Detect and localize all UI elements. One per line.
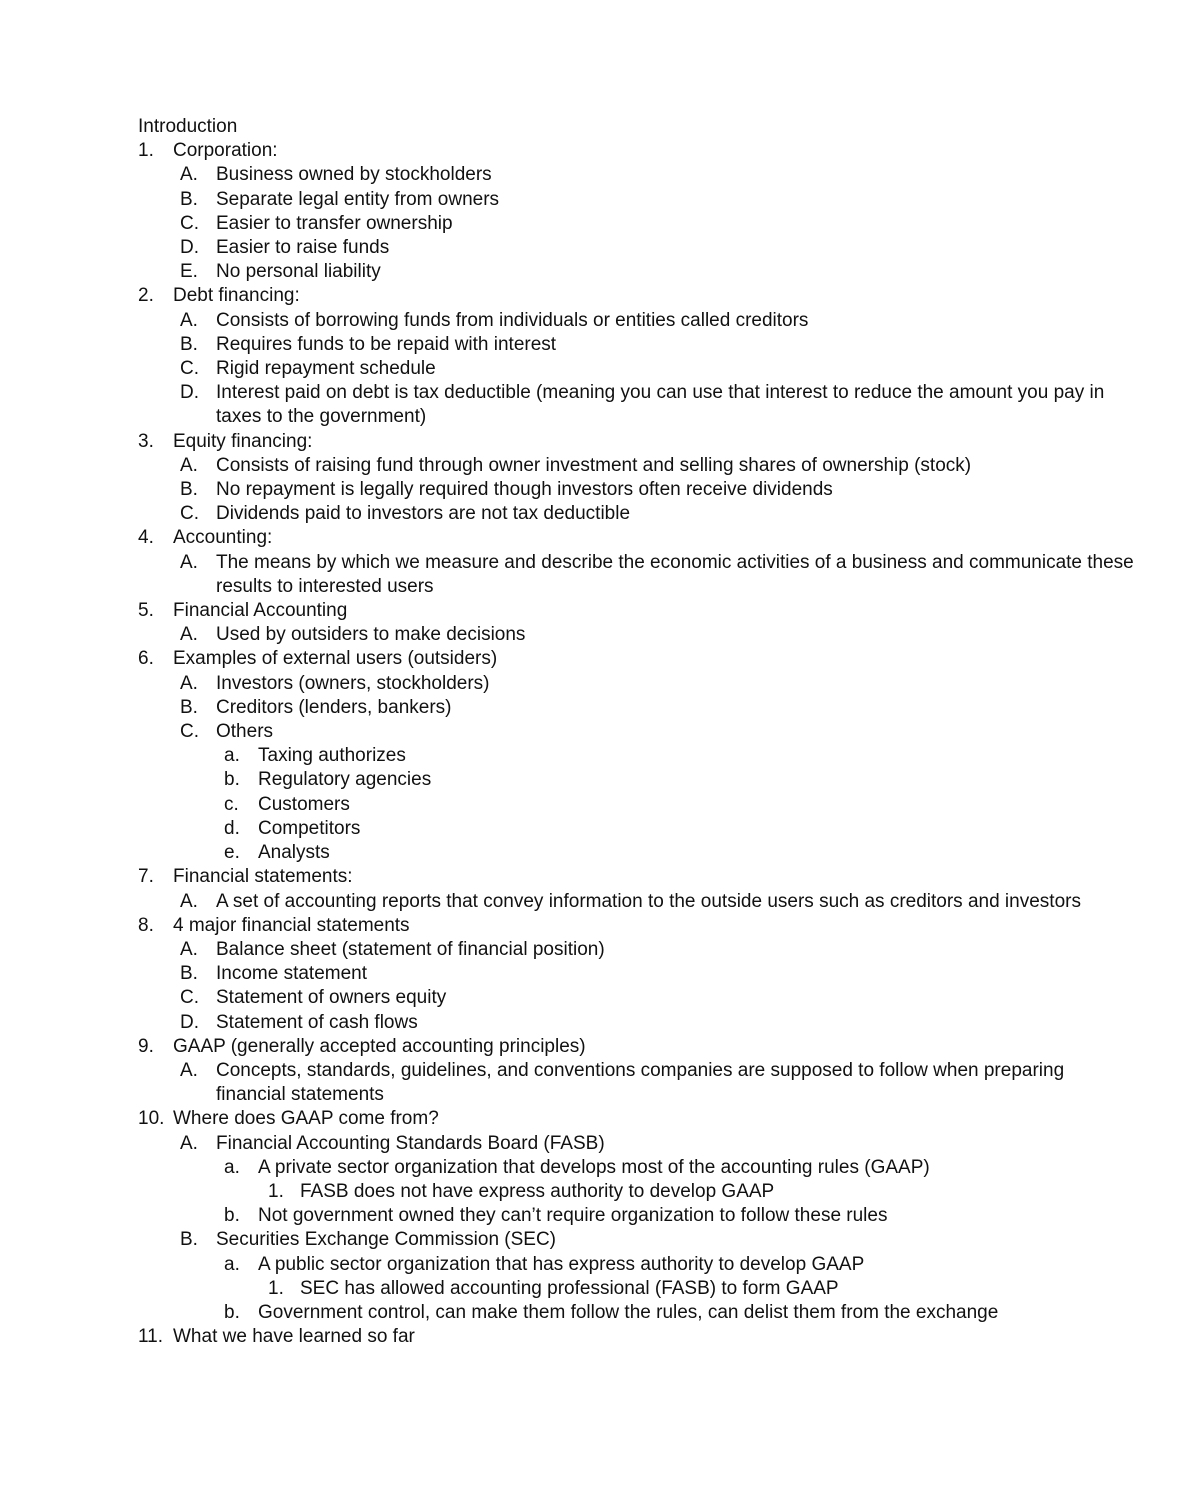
outline-item-text: GAAP (generally accepted accounting principles) — [173, 1035, 586, 1057]
outline-item-text: The means by which we measure and describe the economic activities of a business and communicate these results to interested users — [216, 551, 1134, 597]
outline-item-marker: D. — [180, 237, 199, 259]
outline-item — [138, 357, 1138, 381]
outline-item-text: Easier to raise funds — [216, 237, 390, 259]
outline-item-text: Used by outsiders to make decisions — [216, 624, 526, 646]
outline-item — [138, 938, 1138, 962]
outline-item-marker: 10. — [138, 1108, 165, 1130]
outline-item — [138, 236, 1138, 260]
outline-item-text: Competitors — [258, 817, 361, 839]
outline-item-marker: C. — [180, 987, 199, 1009]
outline-item — [138, 1156, 1138, 1180]
outline-item-text: No personal liability — [216, 261, 381, 283]
outline-item-marker: 7. — [138, 866, 154, 888]
outline-item-text: Rigid repayment schedule — [216, 358, 436, 380]
outline-item-marker: B. — [180, 963, 198, 985]
outline-item-marker: A. — [180, 309, 198, 331]
outline-item-text: Financial Accounting — [173, 600, 348, 622]
outline-item-text: Concepts, standards, guidelines, and conventions companies are supposed to follow when preparing financial statements — [216, 1059, 1065, 1106]
outline-item — [138, 430, 1138, 454]
outline-item — [138, 865, 1138, 889]
outline-item-marker: 1. — [268, 1277, 284, 1299]
outline-item-text: A private sector organization that develops most of the accounting rules (GAAP) — [258, 1156, 930, 1178]
outline-item-marker: D. — [180, 1011, 199, 1033]
outline-item-marker: A. — [180, 1059, 198, 1081]
outline-item — [138, 381, 1138, 429]
outline-item-text: FASB does not have express authority to develop GAAP — [300, 1180, 775, 1202]
outline-item-marker: 5. — [138, 600, 154, 622]
outline-item-text: Government control, can make them follow the rules, can delist them from the exchange — [258, 1301, 999, 1323]
outline-item-marker: A. — [180, 938, 198, 960]
outline-item-marker: c. — [224, 793, 239, 815]
outline-item-text: Financial Accounting Standards Board (FASB) — [216, 1132, 605, 1154]
outline-item — [138, 793, 1138, 817]
outline-item — [138, 1204, 1138, 1228]
outline-item — [138, 962, 1138, 986]
outline-item-marker: C. — [180, 503, 199, 525]
outline-item-text: Regulatory agencies — [258, 769, 432, 791]
outline-item — [138, 1253, 1138, 1277]
outline-item-text: Income statement — [216, 963, 368, 985]
outline-item — [138, 647, 1138, 671]
outline-item-marker: e. — [224, 842, 240, 864]
outline-item-text: Requires funds to be repaid with interest — [216, 333, 557, 355]
outline-item-text: SEC has allowed accounting professional (FASB) to form GAAP — [300, 1277, 839, 1299]
outline-item-marker: B. — [180, 188, 198, 210]
outline-item-marker: a. — [224, 745, 240, 767]
outline-item — [138, 720, 1138, 744]
outline-item-text: Dividends paid to investors are not tax deductible — [216, 503, 631, 525]
outline-item-marker: 9. — [138, 1035, 154, 1057]
outline-item-marker: A. — [180, 624, 198, 646]
outline-item-marker: E. — [180, 261, 198, 283]
outline-item — [138, 672, 1138, 696]
outline-item — [138, 744, 1138, 768]
outline-item-text: Where does GAAP come from? — [173, 1108, 439, 1130]
outline-item-marker: a. — [224, 1156, 240, 1178]
outline-item-marker: C. — [180, 358, 199, 380]
outline-item — [138, 1277, 1138, 1301]
outline-item — [138, 454, 1138, 478]
outline-item-text: Consists of raising fund through owner investment and selling shares of ownership (stock) — [216, 454, 972, 476]
outline-item-text: Taxing authorizes — [258, 745, 406, 767]
outline-item — [138, 1325, 1138, 1349]
outline-item-marker: B. — [180, 696, 198, 718]
outline-item-text: Creditors (lenders, bankers) — [216, 696, 452, 718]
outline-item-marker: B. — [180, 1229, 198, 1251]
outline-item — [138, 623, 1138, 647]
outline-item — [138, 163, 1138, 187]
outline-item — [138, 502, 1138, 526]
outline-item — [138, 986, 1138, 1010]
outline-item-text: Statement of owners equity — [216, 987, 447, 1009]
outline-item-text: Balance sheet (statement of financial position) — [216, 938, 605, 960]
outline-item-text: No repayment is legally required though investors often receive dividends — [216, 479, 833, 501]
outline-item — [138, 1132, 1138, 1156]
outline-item-text: Others — [216, 721, 274, 743]
outline-item — [138, 284, 1138, 308]
outline-item-text: Business owned by stockholders — [216, 164, 492, 186]
outline-item — [138, 1107, 1138, 1131]
outline-item-text: Easier to transfer ownership — [216, 212, 453, 234]
outline-item — [138, 333, 1138, 357]
outline-item-marker: a. — [224, 1253, 240, 1275]
outline-item-marker: 4. — [138, 527, 154, 549]
outline-item-text: What we have learned so far — [173, 1326, 415, 1348]
outline-item-text: Examples of external users (outsiders) — [173, 648, 498, 670]
outline-item-text: Corporation: — [173, 140, 278, 162]
outline-item — [138, 212, 1138, 236]
outline-item-marker: C. — [180, 721, 199, 743]
outline-item-text: Customers — [258, 793, 350, 815]
outline-item-marker: C. — [180, 212, 199, 234]
outline-item-marker: 1. — [268, 1180, 284, 1202]
outline-item-marker: d. — [224, 817, 240, 839]
outline-item-marker: A. — [180, 551, 198, 573]
outline-item — [138, 1301, 1138, 1325]
outline-item-text: Equity financing: — [173, 430, 313, 452]
outline-item-marker: A. — [180, 164, 198, 186]
outline-item — [138, 139, 1138, 163]
outline-item — [138, 1228, 1138, 1252]
outline-item-text: Investors (owners, stockholders) — [216, 672, 490, 694]
outline-item-marker: b. — [224, 1301, 240, 1323]
outline-item-marker: 8. — [138, 914, 154, 936]
outline-item-text: Debt financing: — [173, 285, 300, 307]
outline-item-text: Consists of borrowing funds from individuals or entities called creditors — [216, 309, 809, 331]
outline-item — [138, 599, 1138, 623]
outline-item — [138, 526, 1138, 550]
outline-item-marker: b. — [224, 769, 240, 791]
outline-item-marker: 11. — [138, 1326, 164, 1348]
document-body — [138, 115, 1138, 1349]
outline-item-marker: b. — [224, 1205, 240, 1227]
outline-item-marker: A. — [180, 454, 198, 476]
outline-item-marker: D. — [180, 382, 199, 404]
outline-item — [138, 841, 1138, 865]
outline-item-text: A public sector organization that has express authority to develop GAAP — [258, 1253, 865, 1275]
outline-item — [138, 1180, 1138, 1204]
outline-item-marker: B. — [180, 479, 198, 501]
outline-item-text: Interest paid on debt is tax deductible (meaning you can use that interest to reduce the amount you pay in taxes to the government) — [216, 382, 1105, 428]
outline-item — [138, 478, 1138, 502]
outline-item-text: 4 major financial statements — [173, 914, 410, 936]
outline-item — [138, 309, 1138, 333]
outline-item — [138, 914, 1138, 938]
outline-item-text: Accounting: — [173, 527, 273, 549]
outline-item-marker: 1. — [138, 140, 154, 162]
outline-item-text: A set of accounting reports that convey information to the outside users such as creditors and investors — [216, 890, 1081, 912]
outline-item-marker: B. — [180, 333, 198, 355]
outline-item-marker: A. — [180, 672, 198, 694]
outline-item-text: Securities Exchange Commission (SEC) — [216, 1229, 557, 1251]
outline-item-marker: 6. — [138, 648, 154, 670]
outline-item-marker: 3. — [138, 430, 154, 452]
outline-item-marker: 2. — [138, 285, 154, 307]
outline-item — [138, 817, 1138, 841]
outline-list — [138, 139, 1138, 1349]
outline-item-text: Not government owned they can’t require organization to follow these rules — [258, 1205, 888, 1227]
outline-item — [138, 890, 1138, 914]
outline-item-text: Separate legal entity from owners — [216, 188, 500, 210]
outline-item — [138, 1011, 1138, 1035]
outline-item-text: Statement of cash flows — [216, 1011, 418, 1033]
outline-item-text: Financial statements: — [173, 866, 353, 888]
outline-item — [138, 1035, 1138, 1059]
outline-item — [138, 696, 1138, 720]
outline-item — [138, 188, 1138, 212]
outline-item-marker: A. — [180, 890, 198, 912]
outline-item — [138, 260, 1138, 284]
outline-item — [138, 768, 1138, 792]
outline-item — [138, 551, 1138, 599]
outline-item — [138, 1059, 1138, 1107]
outline-item-text: Analysts — [258, 842, 330, 864]
document-heading: Introduction — [138, 116, 238, 137]
outline-item-marker: A. — [180, 1132, 198, 1154]
